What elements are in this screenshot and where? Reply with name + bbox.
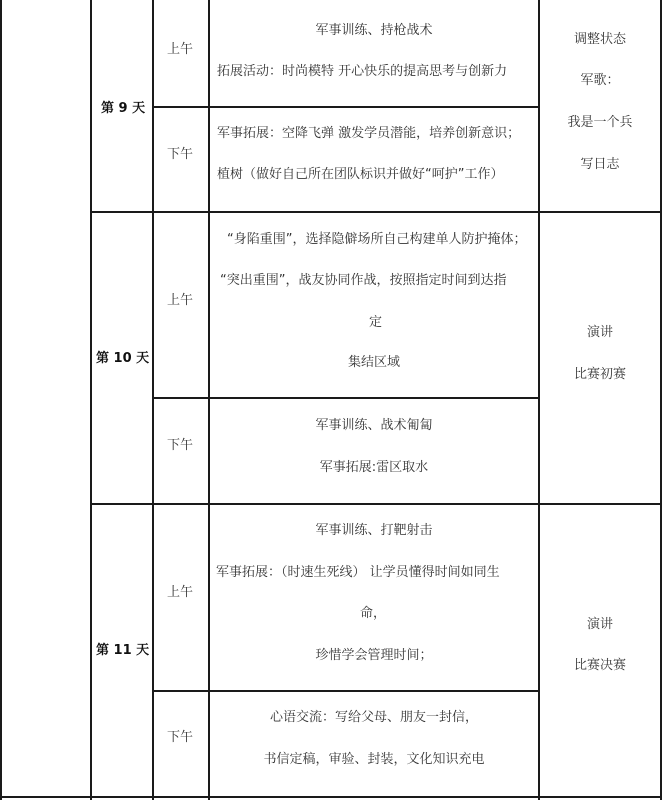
evening-line: 军歌： [580, 73, 620, 88]
grid-line [90, 503, 662, 505]
day-label: 第 10 天 [96, 351, 150, 366]
grid-line [208, 0, 210, 800]
activity-line: 命， [360, 606, 387, 621]
period-morning: 上午 [167, 585, 194, 600]
activity-line: 军事训练、持枪战术 [315, 23, 433, 38]
activity-line: 珍惜学会管理时间； [315, 648, 433, 663]
evening-line: 演讲 [586, 325, 613, 340]
evening-line: 我是一个兵 [567, 115, 633, 130]
evening-line: 演讲 [586, 617, 613, 632]
grid-line [152, 106, 540, 108]
grid-line [0, 0, 2, 800]
period-morning: 上午 [167, 42, 194, 57]
evening-line: 比赛决赛 [573, 658, 626, 673]
grid-line [0, 796, 662, 798]
day-label: 第 11 天 [96, 643, 150, 658]
activity-line: 植树（做好自己所在团队标识并做好“呵护”工作） [217, 167, 504, 182]
activity-line: 军事拓展：空降飞弹 激发学员潜能，培养创新意识； [217, 126, 521, 141]
grid-line [90, 211, 662, 213]
activity-line: 军事训练、打靶射击 [315, 523, 433, 538]
period-afternoon: 下午 [167, 438, 194, 453]
evening-line: 写日志 [580, 157, 620, 172]
activity-line: 心语交流：写给父母、朋友一封信， [269, 710, 478, 725]
activity-line: 军事拓展：（时速生死线） 让学员懂得时间如同生 [216, 565, 500, 580]
grid-line [152, 397, 540, 399]
activity-line: 书信定稿，审验、封装，文化知识充电 [263, 752, 485, 767]
activity-line: 军事训练、战术匍匐 [315, 418, 433, 433]
grid-line [152, 690, 540, 692]
activity-line: 定 [369, 315, 383, 330]
evening-line: 调整状态 [573, 32, 626, 47]
activity-line: 拓展活动：时尚模特 开心快乐的提高思考与创新力 [217, 64, 508, 79]
grid-line [660, 0, 662, 800]
activity-line: “突出重围”，战友协同作战，按照指定时间到达指 [220, 273, 507, 288]
period-afternoon: 下午 [167, 730, 194, 745]
grid-line [90, 0, 92, 800]
grid-line [152, 0, 154, 800]
activity-line: “身陷重围”，选择隐僻场所自己构建单人防护掩体； [227, 232, 527, 247]
period-afternoon: 下午 [167, 147, 194, 162]
activity-line: 军事拓展:雷区取水 [319, 460, 429, 475]
evening-line: 比赛初赛 [573, 367, 626, 382]
period-morning: 上午 [167, 293, 194, 308]
day-label: 第 9 天 [101, 101, 146, 116]
activity-line: 集结区域 [347, 355, 400, 370]
